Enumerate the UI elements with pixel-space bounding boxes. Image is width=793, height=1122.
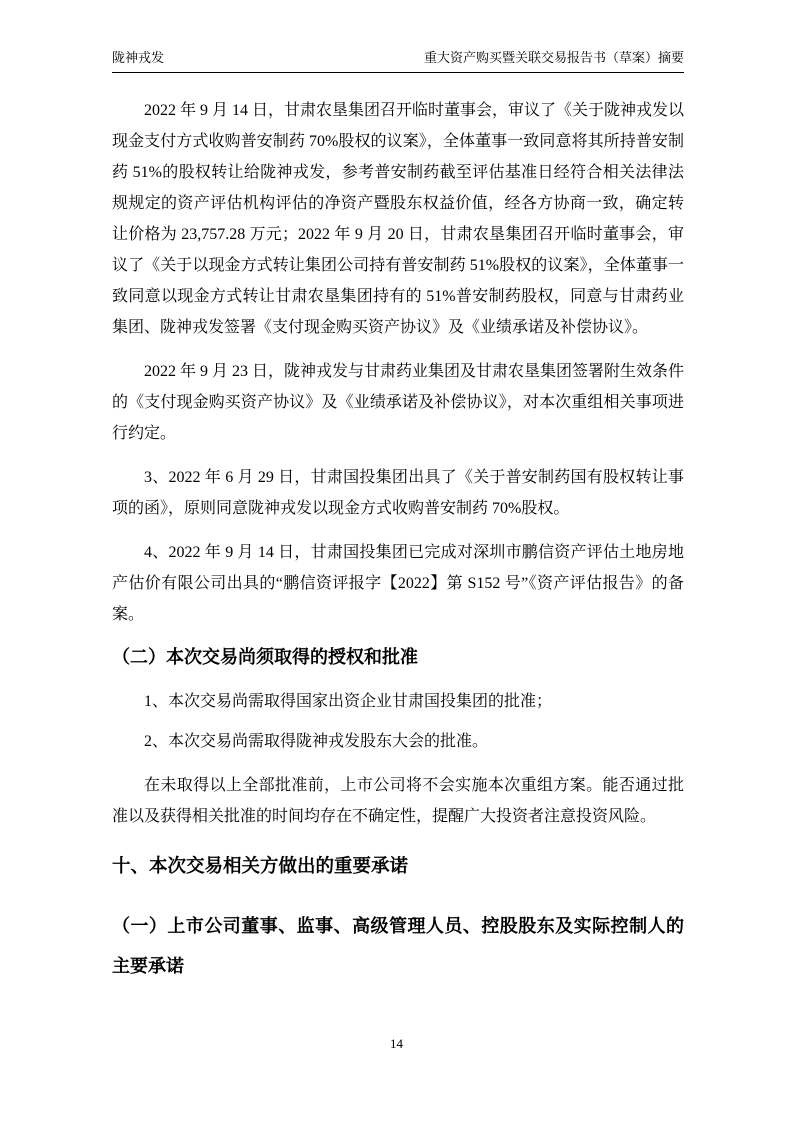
list-item-approval-2: 2、本次交易尚需取得陇神戎发股东大会的批准。	[144, 733, 489, 750]
header-doc-title: 重大资产购买暨关联交易报告书（草案）摘要	[423, 50, 684, 65]
page-header	[112, 0, 684, 73]
page-number: 14	[390, 1036, 403, 1051]
heading-section-2-authorizations: （二）本次交易尚须取得的授权和批准	[112, 647, 418, 667]
header-company-name: 陇神戎发	[112, 50, 165, 65]
page-footer	[0, 1036, 793, 1052]
paragraph-item-4-appraisal-filing: 4、2022 年 9 月 14 日，甘肃国投集团已完成对深圳市鹏信资产评估土地房地产估价有限公司出具的“鹏信资评报字【2022】第 S152 号”《资产评估报告》的备案。	[112, 544, 684, 623]
paragraph-board-meeting-resolutions: 2022 年 9 月 14 日，甘肃农垦集团召开临时董事会，审议了《关于陇神戎发以现金支付方式收购普安制药 70%股权的议案》，全体董事一致同意将其所持普安制药 51%的股权转让给陇神戎发，参考普安制药截至评估基准日经符合相关法律法规规定的资产评估机构评估的净资产暨股东权益价值，经各方协商一致，确定转让价格为 23,757.28 万元；2022 年 9 月 20 日，甘肃农垦集团召开临时董事会，审议了《关于以现金方式转让集团公司持有普安制药 51%股权的议案》，全体董事一致同意以现金方式转让甘肃农垦集团持有的 51%普安制药股权，同意与甘肃药业集团、陇神戎发签署《支付现金购买资产协议》及《业绩承诺及补偿协议》。	[112, 102, 685, 336]
list-item-approval-1: 1、本次交易尚需取得国家出资企业甘肃国投集团的批准；	[144, 693, 553, 710]
paragraph-risk-reminder: 在未取得以上全部批准前，上市公司将不会实施本次重组方案。能否通过批准以及获得相关批准的时间均存在不确定性，提醒广大投资者注意投资风险。	[112, 777, 684, 825]
paragraph-agreement-signing: 2022 年 9 月 23 日，陇神戎发与甘肃药业集团及甘肃农垦集团签署附生效条件的《支付现金购买资产协议》及《业绩承诺及补偿协议》，对本次重组相关事项进行约定。	[112, 363, 685, 442]
heading-chapter-10-commitments: 十、本次交易相关方做出的重要承诺	[112, 855, 409, 876]
page-body	[112, 73, 684, 986]
paragraph-item-3-approval-letter: 3、2022 年 6 月 29 日，甘肃国投集团出具了《关于普安制药国有股权转让事项的函》，原则同意陇神戎发以现金方式收购普安制药 70%股权。	[112, 469, 684, 517]
heading-section-1-major-commitments: （一）上市公司董事、监事、高级管理人员、控股股东及实际控制人的主要承诺	[112, 916, 684, 976]
